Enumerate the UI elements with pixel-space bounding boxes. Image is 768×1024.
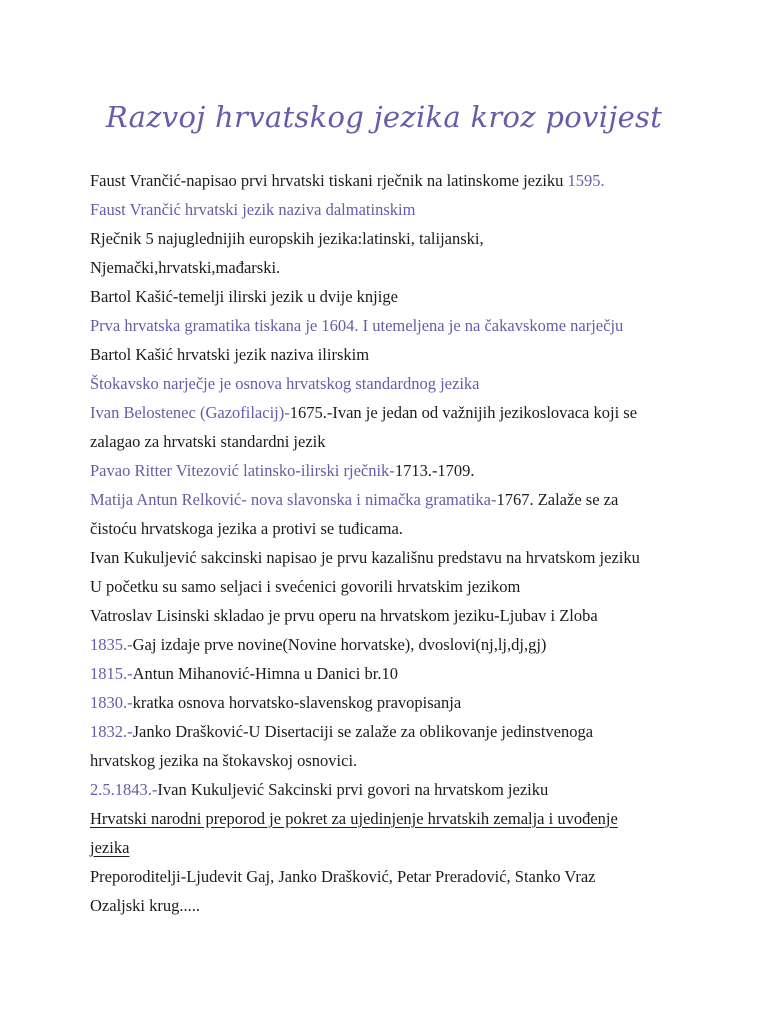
text-line [90, 717, 700, 746]
underlined-text: Hrvatski narodni preporod je pokret za ujedinjenje hrvatskih zemalja i uvođenje [90, 809, 618, 828]
highlighted-text: Ivan Belostenec (Gazofilacij)- [90, 403, 290, 422]
text-segment: Ozaljski krug..... [90, 896, 200, 915]
highlighted-text: Matija Antun Relković- nova slavonska i nimačka gramatika- [90, 490, 497, 509]
highlighted-text: 1832.- [90, 722, 133, 741]
text-segment: Janko Drašković-U Disertaciji se zalaže za oblikovanje jedinstvenoga [132, 722, 594, 741]
text-segment: Gaj izdaje prve novine(Novine horvatske), dvoslovi(nj,lj,dj,gj) [132, 635, 547, 654]
text-line [90, 862, 700, 891]
highlighted-text: Prva hrvatska gramatika tiskana je 1604. I utemeljena je na čakavskome narječju [90, 316, 624, 335]
text-line [90, 775, 700, 804]
text-segment: Njemački,hrvatski,mađarski. [90, 258, 281, 277]
text-line [90, 630, 700, 659]
text-line [90, 746, 700, 775]
document-body [90, 166, 700, 920]
underlined-text: jezika [90, 838, 130, 857]
text-line [90, 253, 700, 282]
text-segment: kratka osnova horvatsko-slavenskog pravopisanja [132, 693, 462, 712]
text-segment: U početku su samo seljaci i svećenici govorili hrvatskim jezikom [90, 577, 521, 596]
text-segment: hrvatskog jezika na štokavskoj osnovici. [90, 751, 358, 770]
text-line [90, 195, 700, 224]
text-segment: 1713.-1709. [394, 461, 475, 480]
text-segment: Rječnik 5 najuglednijih europskih jezika:latinski, talijanski, [90, 229, 484, 248]
text-segment: Ivan Kukuljević Sakcinski prvi govori na hrvatskom jeziku [157, 780, 549, 799]
highlighted-text: Faust Vrančić hrvatski jezik naziva dalmatinskim [90, 200, 416, 219]
text-line [90, 543, 700, 572]
text-segment: Vatroslav Lisinski skladao je prvu operu na hrvatskom jeziku-Ljubav i Zloba [90, 606, 598, 625]
text-segment: zalagao za hrvatski standardni jezik [90, 432, 326, 451]
text-segment: 1767. Zalaže se za [496, 490, 619, 509]
highlighted-text: 1835.- [90, 635, 133, 654]
text-line [90, 166, 700, 195]
text-segment: Faust Vrančić-napisao prvi hrvatski tiskani rječnik na latinskome jeziku [90, 171, 568, 190]
text-line [90, 224, 700, 253]
text-line [90, 485, 700, 514]
text-line [90, 572, 700, 601]
highlighted-text: 1830.- [90, 693, 133, 712]
text-segment: Ivan Kukuljević sakcinski napisao je prvu kazališnu predstavu na hrvatskom jeziku [90, 548, 640, 567]
text-line [90, 456, 700, 485]
text-line [90, 398, 700, 427]
text-segment: 1675.-Ivan je jedan od važnijih jezikoslovaca koji se [289, 403, 638, 422]
highlighted-text: Pavao Ritter Vitezović latinsko-ilirski rječnik- [90, 461, 395, 480]
text-segment: Preporoditelji-Ljudevit Gaj, Janko Drašković, Petar Preradović, Stanko Vraz [90, 867, 596, 886]
text-line [90, 601, 700, 630]
text-line [90, 369, 700, 398]
text-line [90, 804, 700, 833]
highlighted-text: Štokavsko narječje je osnova hrvatskog standardnog jezika [90, 374, 480, 393]
text-segment: Bartol Kašić hrvatski jezik naziva ilirskim [90, 345, 370, 364]
text-line [90, 311, 700, 340]
highlighted-text: 2.5.1843.- [90, 780, 158, 799]
text-segment: Antun Mihanović-Himna u Danici br.10 [132, 664, 398, 683]
text-line [90, 282, 700, 311]
text-segment: Bartol Kašić-temelji ilirski jezik u dvije knjige [90, 287, 398, 306]
text-line [90, 891, 700, 920]
highlighted-text: 1815.- [90, 664, 133, 683]
text-line [90, 688, 700, 717]
text-segment: čistoću hrvatskoga jezika a protivi se tuđicama. [90, 519, 403, 538]
text-line [90, 514, 700, 543]
page-title: Razvoj hrvatskog jezika kroz povijest [105, 100, 663, 134]
text-line [90, 427, 700, 456]
highlighted-text: 1595. [567, 171, 605, 190]
text-line [90, 833, 700, 862]
text-line [90, 340, 700, 369]
text-line [90, 659, 700, 688]
